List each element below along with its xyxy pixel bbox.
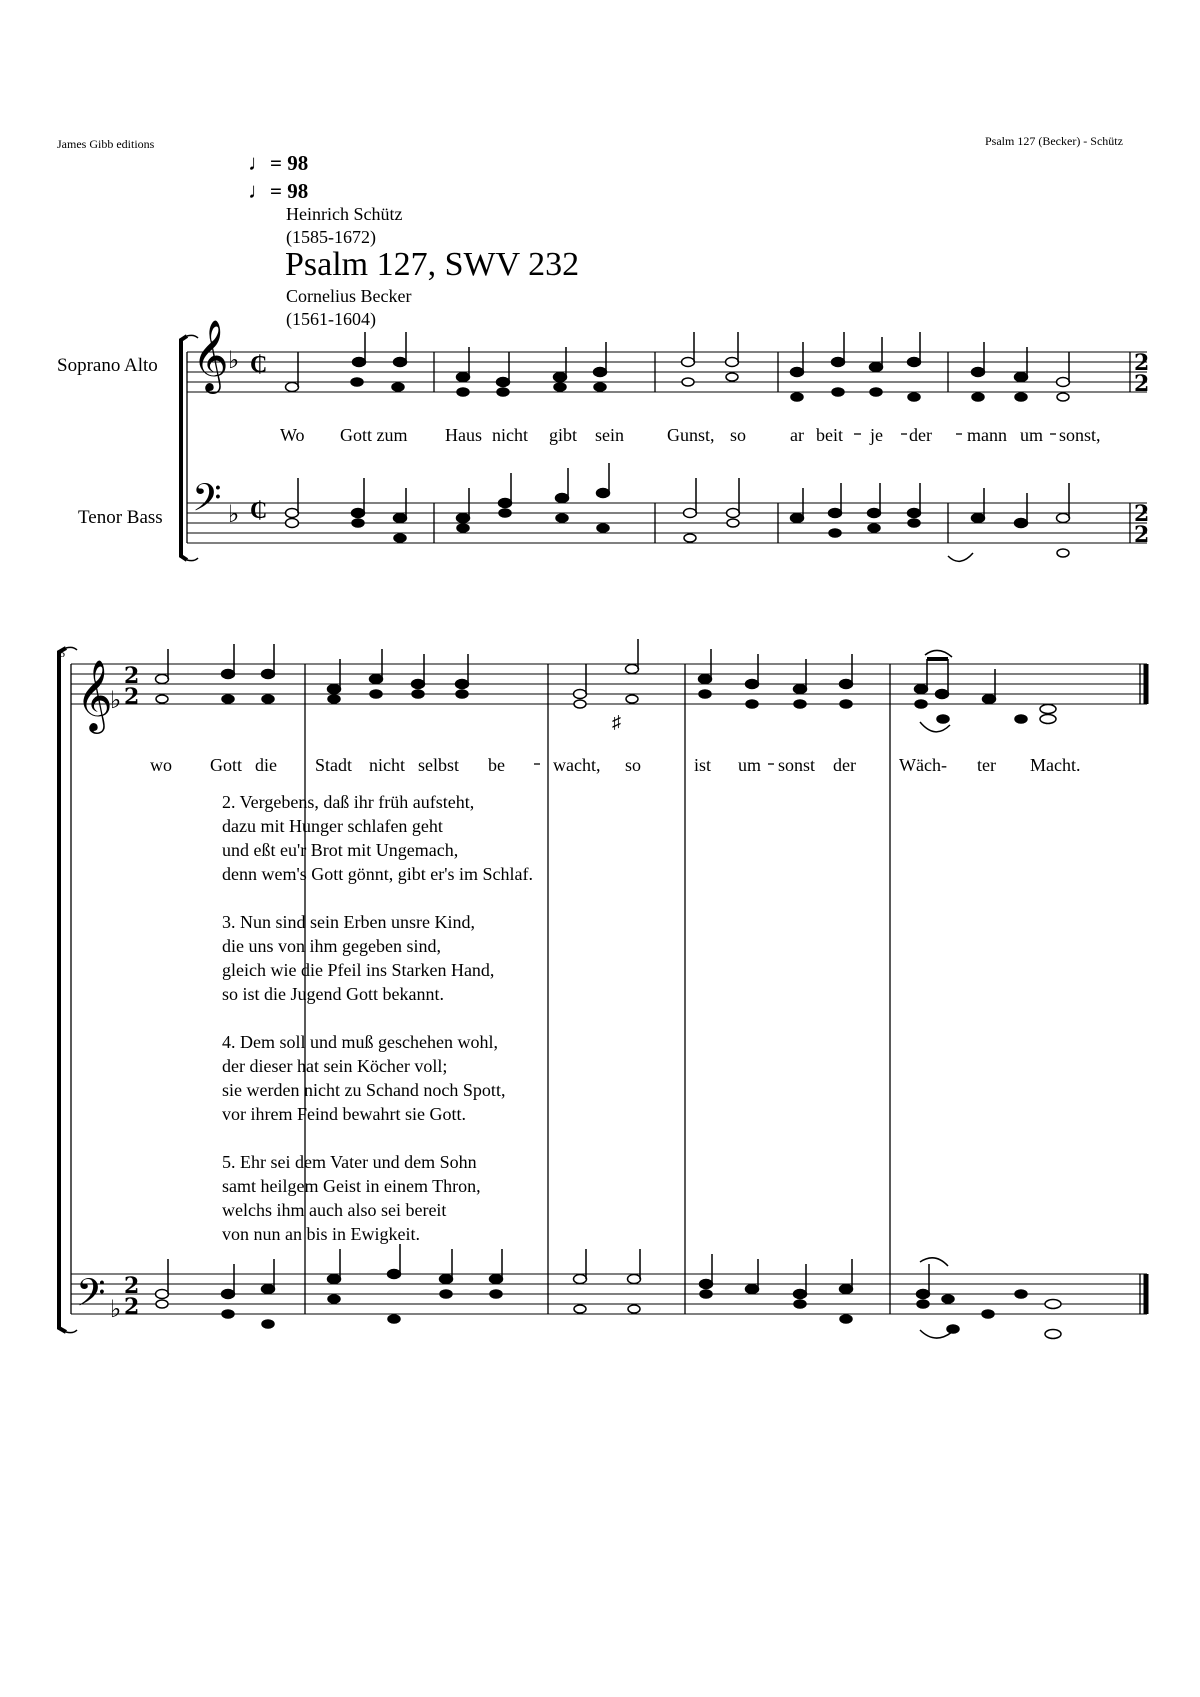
stanza-5 [222,1150,533,1246]
lyric-syllable: der [833,755,856,775]
svg-text:2: 2 [124,1273,140,1299]
header-right: Psalm 127 (Becker) - Schütz [985,134,1123,148]
composer-dates: (1585-1672) [286,227,376,247]
verse-line: dazu mit Hunger schlafen geht [222,816,443,836]
header-left: James Gibb editions [57,137,155,151]
stanza-2 [222,790,533,886]
verse-line: sie werden nicht zu Schand noch Spott, [222,1080,506,1100]
lyric-syllable: beit [816,425,843,445]
sharp-icon: ♯ [612,712,621,732]
lyric-syllable: ar [790,425,804,445]
verse-line: 3. Nun sind sein Erben unsre Kind, [222,912,475,932]
lyric-syllable: der [909,425,932,445]
verse-line: vor ihrem Feind bewahrt sie Gott. [222,1104,466,1124]
lyric-syllable: be [488,755,505,775]
flat-icon: ♭ [228,502,240,528]
verse-line: 2. Vergebens, daß ihr früh aufsteht, [222,792,475,812]
flat-icon: ♭ [110,688,122,714]
verse-line: samt heilgem Geist in einem Thron, [222,1176,481,1196]
svg-text:2: 2 [124,663,140,689]
time-sig-2-2: 2 [1134,350,1150,376]
lyric-syllable: sonst [778,755,816,775]
flat-icon: ♭ [110,1297,122,1323]
bass-clef-icon: 𝄢 [76,1272,106,1323]
lyric-syllable: so [625,755,642,775]
lyric-syllable: ter [977,755,996,775]
quarter-note-icon: ♩ [248,150,270,175]
treble-clef-icon: 𝄞 [192,322,229,390]
tempo-mark-1: ♩= 98 [248,150,309,175]
lyric-syllable: Gott [210,755,243,775]
lyric-syllable: nicht [492,425,528,445]
lyric-syllable: Wo [280,425,305,445]
staff-label-tenor-bass: Tenor Bass [78,507,163,528]
lyric-syllable: selbst [418,755,460,775]
lyric-syllable: nicht [369,755,405,775]
lyric-syllable: Gott zum [340,425,408,445]
composer-name: Heinrich Schütz [286,204,403,224]
verse-line: 5. Ehr sei dem Vater und dem Sohn [222,1152,477,1172]
lyric-syllable: Stadt [315,755,353,775]
lyric-syllable: gibt [549,425,578,445]
svg-text:2: 2 [124,1294,140,1320]
lyric-syllable: um [1020,425,1044,445]
staff-upper-1 [187,350,1150,392]
stanza-3 [222,910,533,1006]
verse-line: der dieser hat sein Köcher voll; [222,1056,448,1076]
svg-text:2: 2 [1134,501,1150,527]
lyric-syllable: Macht. [1030,755,1081,775]
page-title: Psalm 127, SWV 232 [285,246,580,283]
lyric-syllable: sein [595,425,624,445]
lyric-syllable: mann [967,425,1007,445]
svg-text:2: 2 [124,684,140,710]
bass-clef-icon: 𝄢 [192,477,222,528]
time-signature-cut: ₵ [250,498,268,524]
lyric-syllable: ist [694,755,712,775]
staff-label-soprano-alto: Soprano Alto [57,355,158,376]
verse-line: die uns von ihm gegeben sind, [222,936,441,956]
treble-clef-icon: 𝄞 [76,662,113,730]
svg-text:2: 2 [1134,371,1150,397]
lyric-syllable: Wäch- [899,755,947,775]
lyric-syllable: Gunst, [667,425,715,445]
lyric-syllable: die [255,755,277,775]
verse-line: so ist die Jugend Gott bekannt. [222,984,444,1004]
verse-line: 4. Dem soll und muß geschehen wohl, [222,1032,498,1052]
lyric-syllable: je [870,425,883,445]
verse-line: denn wem's Gott gönnt, gibt er's im Schlaf. [222,864,533,884]
time-signature-cut: ₵ [250,352,268,378]
flat-icon: ♭ [228,348,240,374]
lyric-syllable: sonst, [1059,425,1101,445]
verse-line: welchs ihm auch also sei bereit [222,1200,447,1220]
lyric-syllable: wacht, [553,755,601,775]
tempo-mark-2: ♩= 98 [248,178,309,203]
stanza-4 [222,1030,533,1126]
lyric-syllable: wo [150,755,172,775]
poet-dates: (1561-1604) [286,309,376,329]
verse-line: und eßt eu'r Brot mit Ungemach, [222,840,459,860]
poet-name: Cornelius Becker [286,286,412,306]
verses-block [222,790,533,1270]
lyric-syllable: um [738,755,762,775]
quarter-note-icon: ♩ [248,178,270,203]
verse-line: gleich wie die Pfeil ins Starken Hand, [222,960,495,980]
measure-number: 6 [59,646,65,660]
staff-lower-1 [187,501,1150,543]
lyric-syllable: Haus [445,425,482,445]
svg-text:2: 2 [1134,522,1150,548]
verse-line: von nun an bis in Ewigkeit. [222,1224,420,1244]
lyric-syllable: so [730,425,747,445]
